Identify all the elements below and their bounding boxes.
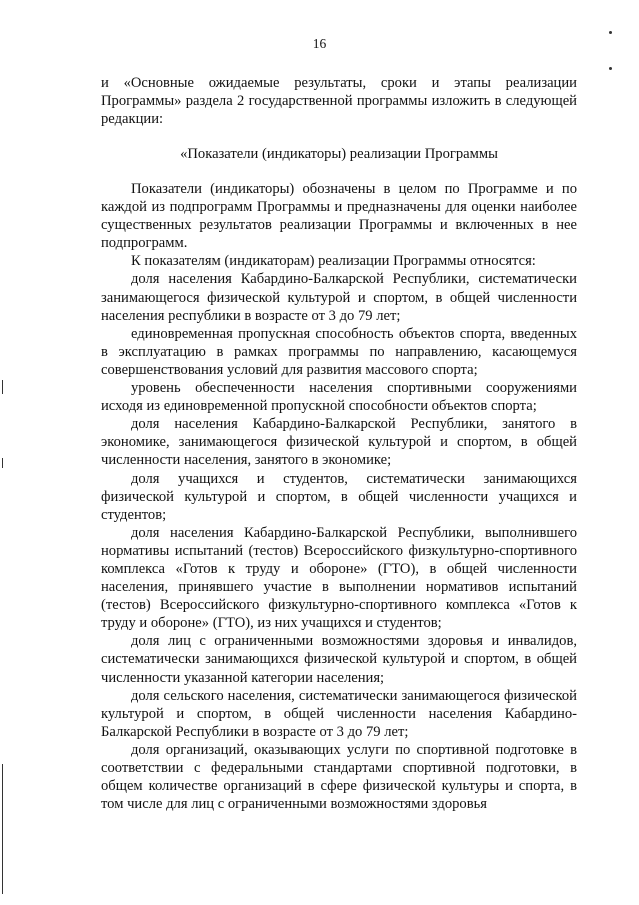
scan-mark xyxy=(2,764,3,894)
intro-block xyxy=(101,74,577,128)
indicator-item: единовременная пропускная способность объектов спорта, введенных в эксплуатацию в рамках программы по направлению, касающемуся совершенствования условий для развития массового спорта; xyxy=(101,325,577,378)
indicator-item: доля населения Кабардино-Балкарской Республики, занятого в экономике, занимающегося физической культурой и спортом, в общей численности населения, занятого в экономике; xyxy=(101,416,577,469)
page-number: 16 xyxy=(312,36,327,51)
body-paragraph: Показатели (индикаторы) обозначены в целом по Программе и по каждой из подпрограмм Программы и предназначены для оценки наиболее существенных результатов реализации Программы и включенных в нее подпрограмм. xyxy=(101,181,577,252)
indicator-item: доля учащихся и студентов, систематически занимающихся физической культурой и спортом, в общей численности учащихся и студентов; xyxy=(101,470,577,523)
indicator-item: уровень обеспеченности населения спортивными сооружениями исходя из единовременной пропускной способности объектов спорта; xyxy=(101,380,577,415)
indicator-item: доля населения Кабардино-Балкарской Республики, систематически занимающегося физической культурой и спортом, в общей численности населения республики в возрасте от 3 до 79 лет; xyxy=(101,271,577,324)
section-body xyxy=(101,180,577,813)
intro-paragraph: и «Основные ожидаемые результаты, сроки и этапы реализации Программы» раздела 2 государственной программы изложить в следующей редакции: xyxy=(101,75,577,128)
indicator-item: доля населения Кабардино-Балкарской Республики, выполнившего нормативы испытаний (тестов) Всероссийского физкультурно-спортивного комплекса «Готов к труду и обороне» (ГТО), в общей численности населения, принявшего участие в выполнении нормативов испытаний (тестов) Всероссийского физкультурно-спортивного комплекса «Готов к труду и обороне» (ГТО), из них учащихся и студентов; xyxy=(101,524,577,632)
body-paragraph: К показателям (индикаторам) реализации Программы относятся: xyxy=(131,253,536,270)
scan-mark xyxy=(609,67,612,70)
scan-mark xyxy=(2,380,3,394)
scan-mark xyxy=(609,31,612,34)
indicator-item: доля лиц с ограниченными возможностями здоровья и инвалидов, систематически занимающихся физической культурой и спортом, в общей численности указанной категории населения; xyxy=(101,633,577,686)
indicator-item: доля сельского населения, систематически занимающегося физической культурой и спортом, в общей численности населения Кабардино-Балкарской Республики в возрасте от 3 до 79 лет; xyxy=(101,687,577,740)
indicator-item: доля организаций, оказывающих услуги по спортивной подготовке в соответствии с федеральными стандартами спортивной подготовки, в общем количестве организаций в сфере физической культуры и спорта, в том числе для лиц с ограниченными возможностями здоровья xyxy=(101,741,577,813)
section-heading: «Показатели (индикаторы) реализации Программы xyxy=(180,146,498,162)
scan-mark xyxy=(2,458,3,468)
